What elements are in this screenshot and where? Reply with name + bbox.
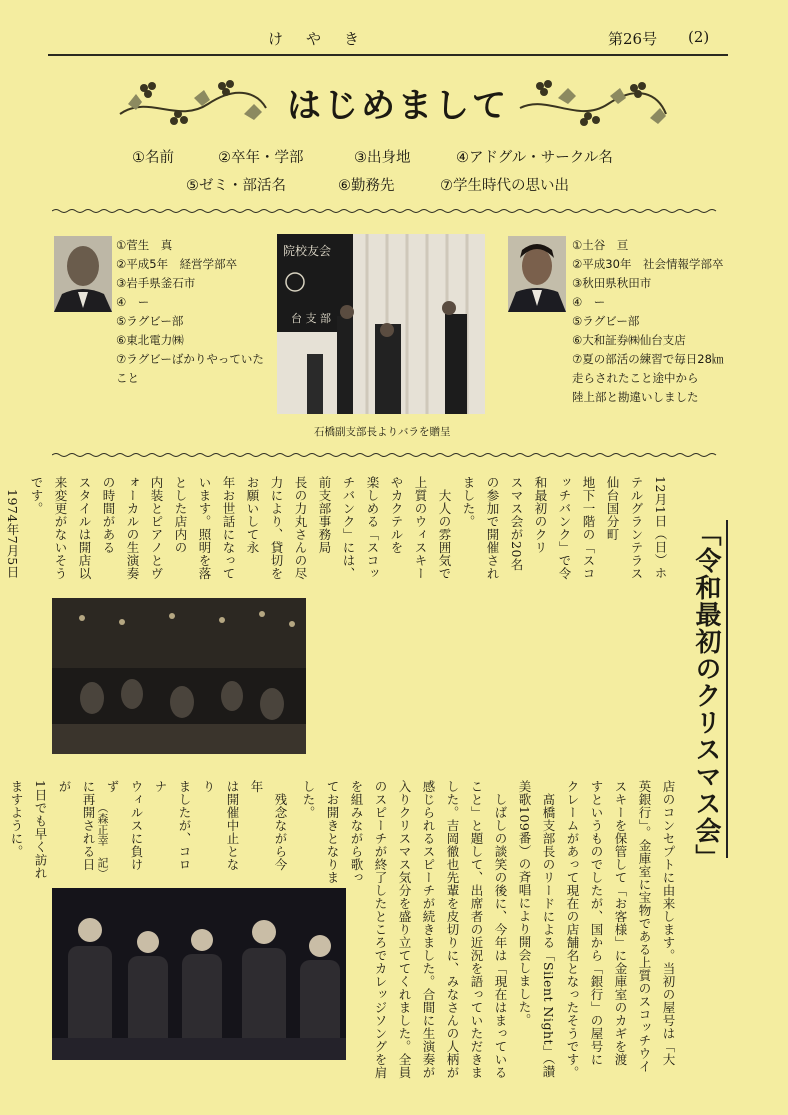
article-line: 美歌109番）の斉唱により開会しました。 xyxy=(517,780,532,1027)
photo-caption: 石橋副支部長よりバラを贈呈 xyxy=(314,426,451,438)
profile-left xyxy=(116,236,264,388)
rose-presentation-photo xyxy=(277,234,485,414)
profile-line: ⑤ラグビー部 xyxy=(116,314,184,328)
wavy-divider xyxy=(52,208,720,214)
profile-line: ⑥大和証券㈱仙台支店 xyxy=(572,333,686,347)
profile-line: ⑦夏の部活の練習で毎日28㎞ xyxy=(572,352,724,366)
article-line: 1974年7月5日 xyxy=(5,489,20,579)
profile-line: 陸上部と勘違いしました xyxy=(572,390,699,404)
article-column-upper xyxy=(5,476,672,582)
wavy-divider xyxy=(52,452,720,458)
page-header xyxy=(48,22,728,56)
profile-line: ④ ー xyxy=(116,295,150,309)
article-line: 楽しめる「スコッチバンク」には、前支部事務局 xyxy=(317,476,380,580)
profile-line: ①土谷 亘 xyxy=(572,238,629,252)
profile-line: ①菅生 真 xyxy=(116,238,173,252)
issue-number: 第26号 xyxy=(608,30,658,48)
article-line: 感じられるスピーチが続きました。合間に生演奏が xyxy=(421,780,436,1079)
avatar xyxy=(508,236,566,312)
article-line: 英銀行」。金庫室に宝物である上質のスコッチウイ xyxy=(637,780,652,1073)
article-line: スマス会が20名の参加で開催されました。 xyxy=(461,476,524,580)
page-number: (2) xyxy=(688,28,710,46)
article-line: 店のコンセプトに由来します。当初の屋号は「大 xyxy=(661,780,676,1066)
question-item: ②卒年・学部 xyxy=(218,150,304,166)
article-line: すというものでしたが、国から「銀行」の屋号に xyxy=(589,780,604,1066)
profile-line: ⑥東北電力㈱ xyxy=(116,333,184,347)
article-title: 「令和最初のクリスマス会」 xyxy=(691,520,721,871)
question-item: ③出身地 xyxy=(354,150,411,166)
profile-line: ④ ー xyxy=(572,295,606,309)
article-column-lower xyxy=(296,780,680,1080)
profile-line: こと xyxy=(116,371,139,385)
article-line: 入りクリスマス気分を盛り立ててくれました。全員 xyxy=(397,780,412,1079)
article-line: は開催中止となり xyxy=(201,780,240,871)
avatar xyxy=(54,236,112,312)
bar-interior-photo xyxy=(52,598,306,754)
profile-line: ⑦ラグビーばかりやっていた xyxy=(116,352,264,366)
article-line: を組みながら歌っ xyxy=(349,780,364,884)
article-line: 地下一階の「スコッチバンク」で令和最初のクリ xyxy=(533,476,596,580)
profile-line: ②平成30年 社会情報学部卒 xyxy=(572,257,724,271)
grape-vine-left-icon xyxy=(118,74,268,128)
question-item: ⑤ゼミ・部活名 xyxy=(186,178,286,194)
author-signature: （森正幸 記） xyxy=(96,802,109,879)
newsletter-title: け や き xyxy=(268,30,364,48)
question-item: ⑦学生時代の思い出 xyxy=(440,178,569,194)
article-line: クレームがあって現在の店舗名となったそうです。 xyxy=(565,780,580,1079)
banner-title: はじめまして xyxy=(287,86,509,126)
article-line: てお開きとなりま xyxy=(325,780,340,884)
article-line: スキーを保管して「お客様」に金庫室のカギを渡 xyxy=(613,780,628,1066)
article-line: スタイルは開店以来変更がないそうです。 xyxy=(29,476,92,580)
photo-banner-text: 台 支 部 xyxy=(291,312,331,325)
grape-vine-right-icon xyxy=(518,74,668,128)
article-line: しばしの談笑の後に、今年は「現在はまっている xyxy=(493,780,508,1079)
photo-banner-text: 院校友会 xyxy=(283,244,332,258)
profile-line: ③秋田県秋田市 xyxy=(572,276,652,290)
section-banner xyxy=(118,66,678,136)
article-line: した。吉岡徹也先輩を皮切りに、みなさんの人柄が xyxy=(445,780,460,1079)
article-line: 残念ながら今年 xyxy=(249,780,288,871)
article-line: のスピーチが終了したところでカレッジソングを肩 xyxy=(373,780,388,1079)
profile-line: ⑤ラグビー部 xyxy=(572,314,640,328)
article-line: に再開される日が xyxy=(57,780,96,871)
profile-line: ③岩手県釜石市 xyxy=(116,276,196,290)
question-item: ⑥勤務先 xyxy=(338,178,395,194)
question-item: ④アドグル・サークル名 xyxy=(456,150,613,166)
profile-right xyxy=(572,236,723,407)
question-item: ①名前 xyxy=(132,150,174,166)
article-line: 長の力丸さんの尽力により、貸切をお願いして永 xyxy=(245,476,308,580)
article-line: 内装とピアノとヴォーカルの生演奏の時間がある xyxy=(101,476,164,580)
article-line: ますように。 xyxy=(9,780,24,858)
article-line: 1日でも早く訪れ xyxy=(33,780,48,880)
article-line: 年お世話になっています。照明を落とした店内の xyxy=(173,476,236,580)
article-line: 大人の雰囲気で上質のウィスキーやカクテルを xyxy=(389,476,452,580)
profile-line: ②平成5年 経営学部卒 xyxy=(116,257,238,271)
group-photo xyxy=(52,888,346,1060)
article-line: した。 xyxy=(301,780,316,819)
profile-line: 走らされたこと途中から xyxy=(572,371,699,385)
article-line: ウィルスに負けず xyxy=(105,780,144,871)
article-line: 12月1日（日）ホテルグランテラス仙台国分町 xyxy=(605,476,668,580)
article-line: こと」と題して、出席者の近況を語っていただきま xyxy=(469,780,484,1079)
article-line: 髙橋支部長のリードによる「Silent Night」（讃 xyxy=(541,780,556,1078)
article-line: ましたが、コロナ xyxy=(153,780,192,871)
title-rule xyxy=(726,520,728,858)
